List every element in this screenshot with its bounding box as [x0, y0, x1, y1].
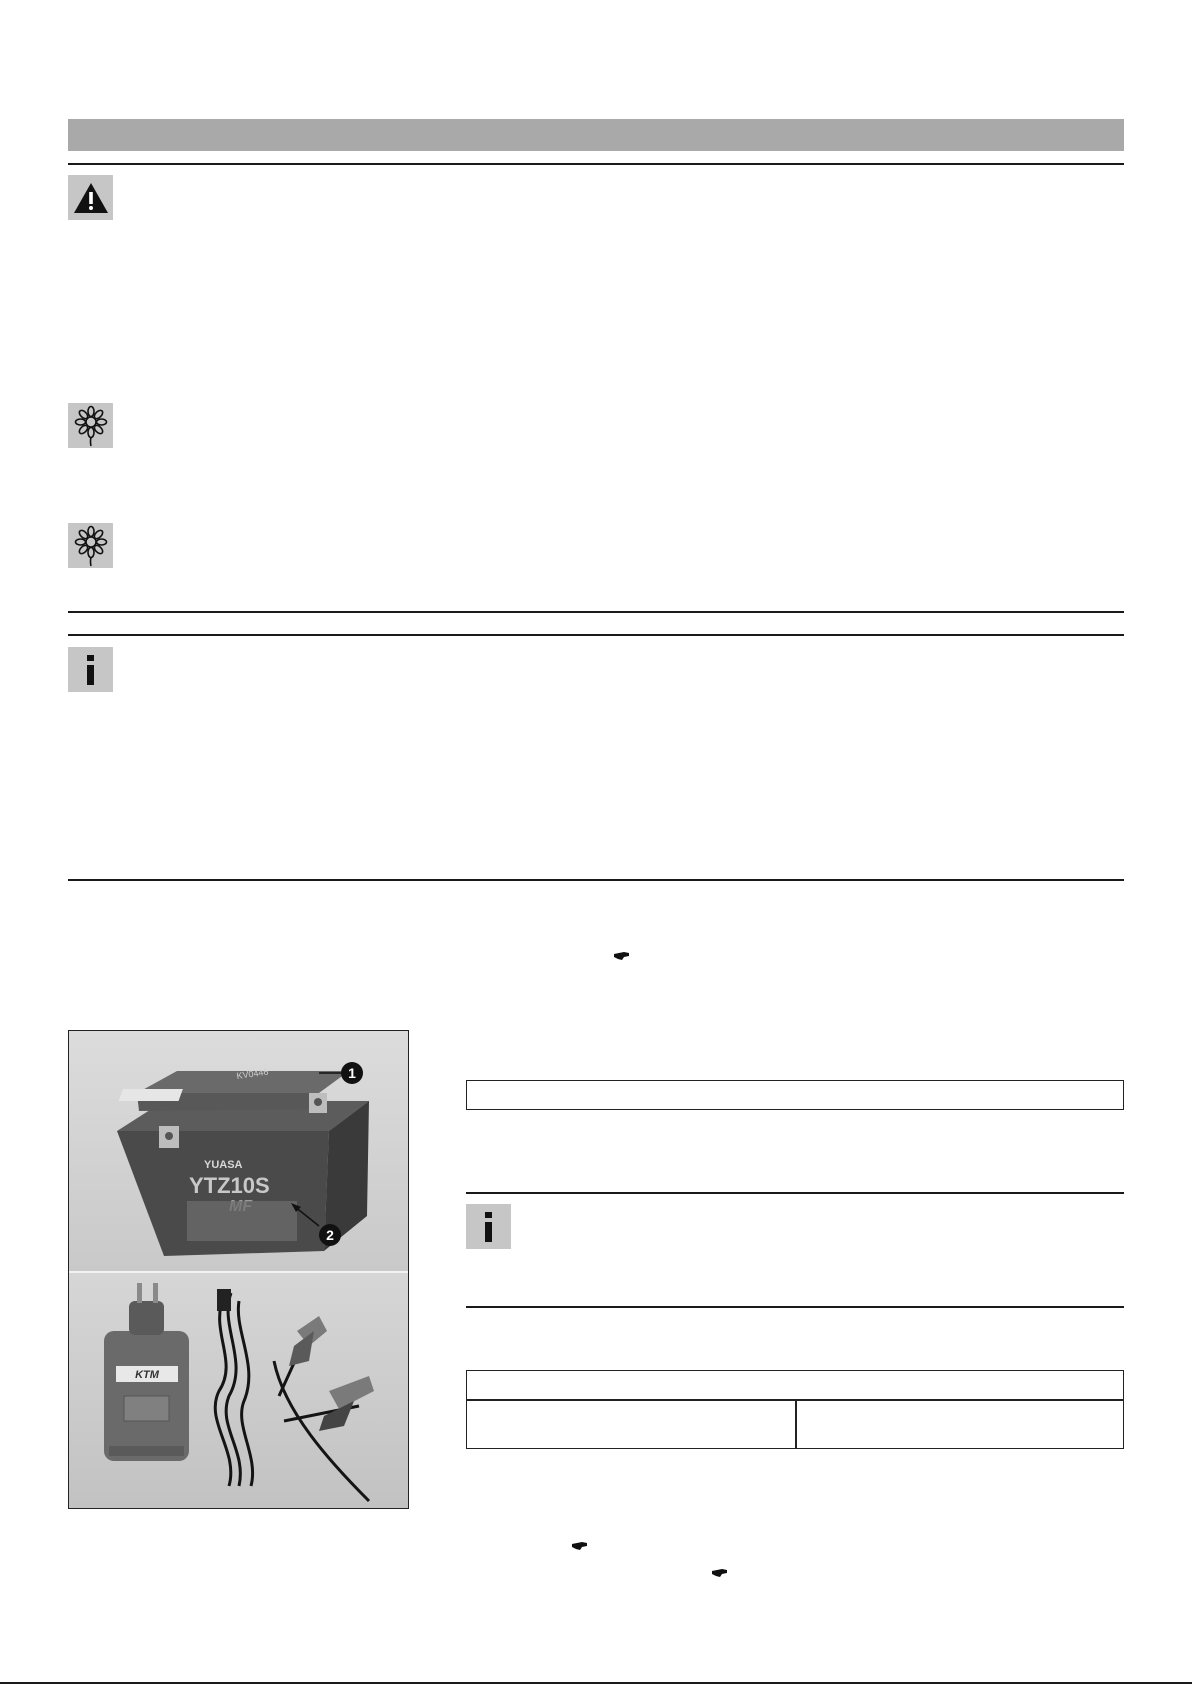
- pointing-hand-icon: [571, 1539, 589, 1551]
- battery-model-label: YTZ10S: [189, 1173, 270, 1198]
- flower-icon: [72, 405, 110, 447]
- environment-icon-box-2: [68, 523, 113, 568]
- info-icon-box: [68, 647, 113, 692]
- spec-table-1: [466, 1080, 1124, 1110]
- flower-icon: [72, 525, 110, 567]
- callout-2: 2: [326, 1227, 334, 1243]
- table-2-col-divider: [795, 1399, 797, 1449]
- divider-info2-top: [466, 1192, 1124, 1194]
- divider-info2-bottom: [466, 1306, 1124, 1308]
- info-icon-box-2: [466, 1204, 511, 1249]
- section-title-bar: [68, 119, 1124, 151]
- charger-brand: KTM: [135, 1369, 159, 1381]
- warning-triangle-icon: [72, 181, 110, 215]
- pointing-hand-icon: [711, 1566, 729, 1578]
- page-bottom-rule: [0, 1682, 1192, 1684]
- info-icon: [479, 1210, 499, 1244]
- figure-photo: [68, 1030, 409, 1509]
- divider-section-end: [68, 611, 1124, 613]
- divider-info-bottom: [68, 879, 1124, 881]
- spec-table-2: [466, 1370, 1124, 1449]
- divider-top: [68, 163, 1124, 165]
- info-icon: [81, 653, 101, 687]
- warning-icon-box: [68, 175, 113, 220]
- battery-lid-code: KV0446: [235, 1066, 269, 1081]
- battery-brand-label: YUASA: [204, 1159, 243, 1171]
- environment-icon-box-1: [68, 403, 113, 448]
- divider-info-top: [68, 634, 1124, 636]
- pointing-hand-icon: [613, 949, 631, 961]
- battery-charger-photo: [69, 1031, 409, 1509]
- callout-1: 1: [348, 1065, 356, 1081]
